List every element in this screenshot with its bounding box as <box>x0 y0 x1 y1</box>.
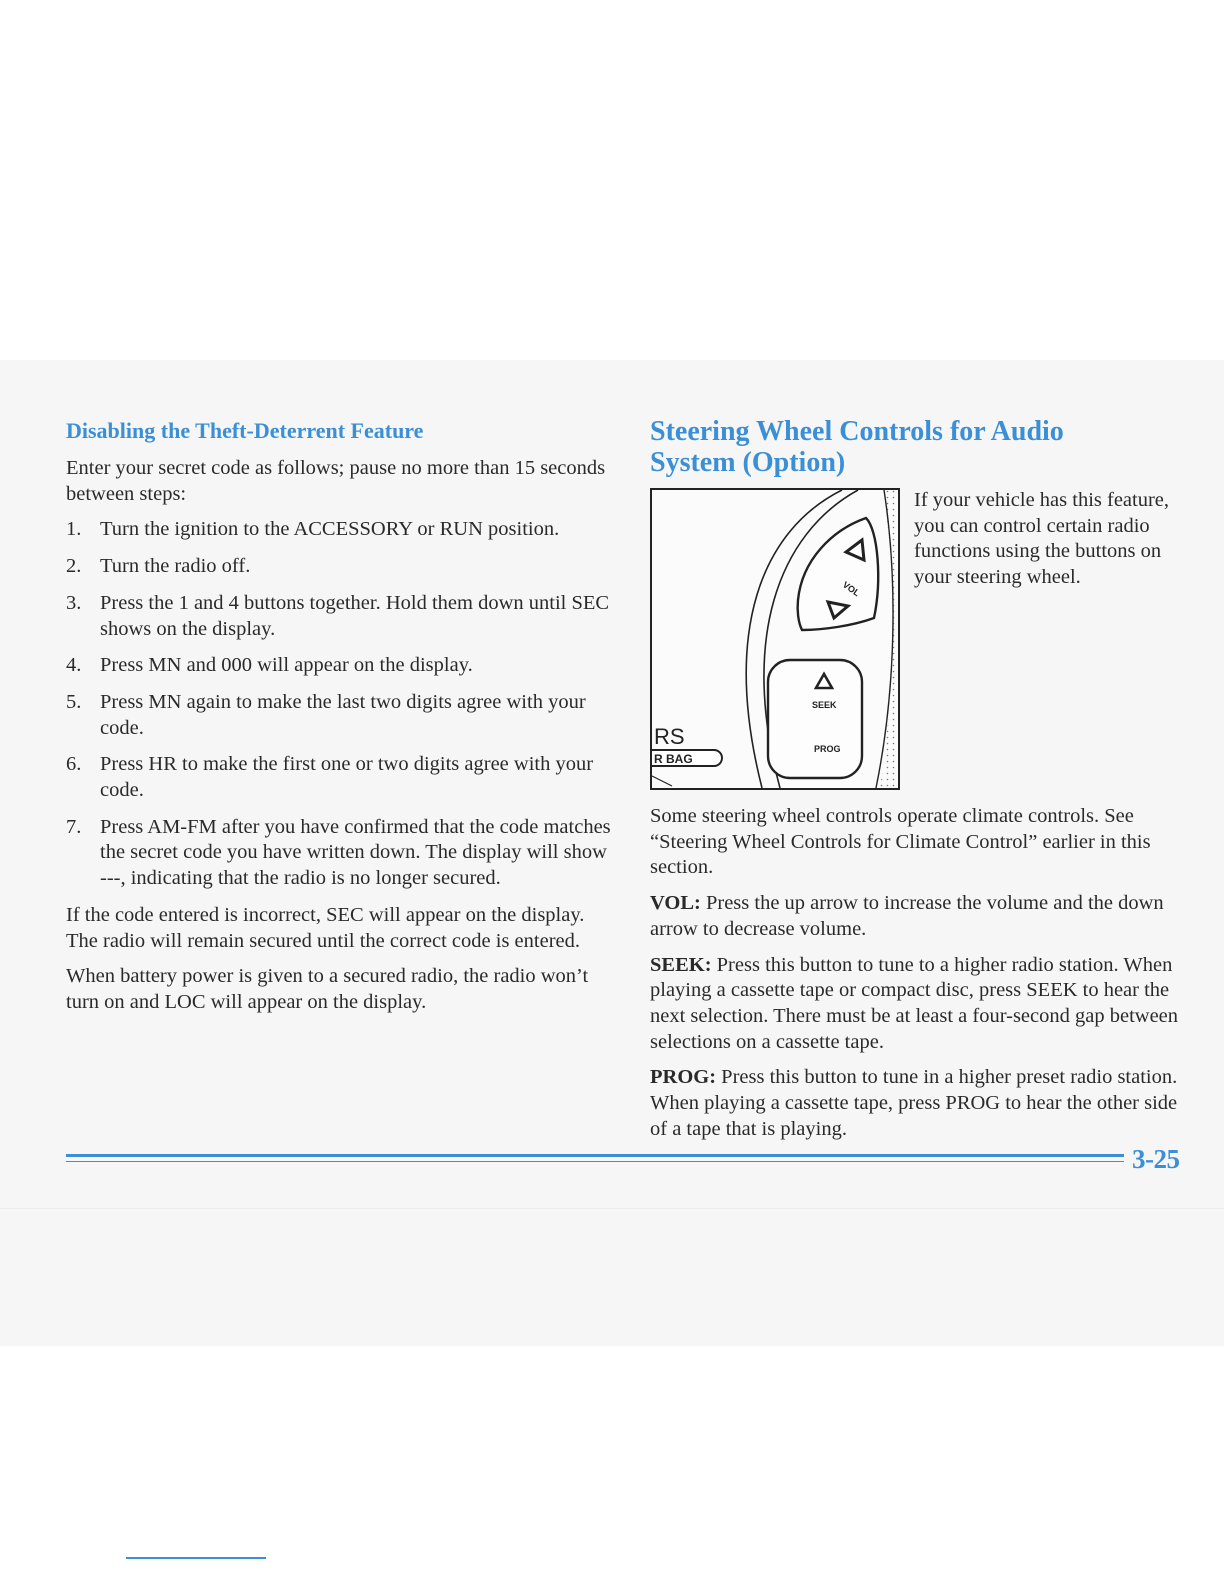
step-text: Press MN and 000 will appear on the display. <box>100 654 473 677</box>
battery-paragraph: When battery power is given to a secured radio, the radio won’t turn on and LOC will appear on the display. <box>66 965 589 1013</box>
step-number: 6. <box>66 753 82 776</box>
list-item <box>66 690 611 741</box>
definition-seek <box>650 953 1190 1056</box>
steps-list <box>66 517 611 891</box>
list-item <box>66 752 611 803</box>
srs-airbag-emblem <box>652 724 722 786</box>
feature-description: If your vehicle has this feature, you can control certain radio functions using the buttons on your steering wheel. <box>914 489 1170 589</box>
definition-text: Press the up arrow to increase the volume and the down arrow to decrease volume. <box>650 892 1164 940</box>
list-item <box>66 591 611 642</box>
climate-note-paragraph: Some steering wheel controls operate climate controls. See “Steering Wheel Controls for Climate Control” earlier in this section. <box>650 805 1151 879</box>
section-heading-theft-deterrent: Disabling the Theft-Deterrent Feature <box>66 418 424 443</box>
intro-paragraph: Enter your secret code as follows; pause no more than 15 seconds between steps: <box>66 457 606 505</box>
srs-label: RS <box>654 724 685 749</box>
prog-label: PROG <box>814 744 841 754</box>
definition-prog <box>650 1065 1190 1142</box>
definition-text: Press this button to tune to a higher radio station. When playing a cassette tape or compact disc, press SEEK to hear the next selection. There must be at least a four-second gap between selections on a cassette tape. <box>650 953 1179 1053</box>
airbag-label: R BAG <box>654 752 693 766</box>
list-item <box>66 554 611 580</box>
definition-term: SEEK: <box>650 953 712 976</box>
left-column <box>66 416 611 1026</box>
step-text: Press HR to make the first one or two digits agree with your code. <box>100 753 594 802</box>
list-item <box>66 815 611 892</box>
incorrect-code-paragraph: If the code entered is incorrect, SEC will appear on the display. The radio will remain secured until the correct code is entered. <box>66 903 585 952</box>
page-number: 3-25 <box>1132 1144 1180 1174</box>
figure-row <box>650 488 1190 804</box>
definition-term: PROG: <box>650 1066 717 1089</box>
step-text: Press the 1 and 4 buttons together. Hold them down until SEC shows on the display. <box>100 591 610 640</box>
footer-rule-thick <box>66 1154 1124 1157</box>
step-number: 3. <box>66 591 82 614</box>
step-text: Turn the radio off. <box>100 555 251 578</box>
definition-term: VOL: <box>650 892 701 915</box>
section-heading-steering-wheel: Steering Wheel Controls for Audio System (Option) <box>650 416 1064 478</box>
vol-button-graphic <box>798 518 879 630</box>
divider <box>0 1208 1224 1209</box>
step-number: 7. <box>66 815 82 838</box>
definition-vol <box>650 891 1190 942</box>
bottom-divider <box>126 1557 266 1559</box>
step-number: 2. <box>66 555 82 578</box>
step-text: Press MN again to make the last two digits agree with your code. <box>100 690 586 739</box>
seek-label: SEEK <box>812 700 837 710</box>
step-number: 5. <box>66 690 82 713</box>
seek-prog-button-graphic <box>768 660 862 778</box>
step-number: 1. <box>66 518 82 541</box>
list-item <box>66 653 611 679</box>
step-text: Press AM-FM after you have confirmed that the code matches the secret code you have written down. The display will show ---, indicating that the radio is no longer secured. <box>100 815 611 890</box>
list-item <box>66 517 611 543</box>
right-column <box>650 416 1190 1152</box>
steering-wheel-illustration <box>650 488 900 790</box>
vol-label: VOL <box>840 579 862 599</box>
footer-rule-thin <box>66 1161 1124 1162</box>
step-text: Turn the ignition to the ACCESSORY or RUN position. <box>100 518 560 541</box>
definition-text: Press this button to tune in a higher preset radio station. When playing a cassette tape, press PROG to hear the other side of a tape that is playing. <box>650 1066 1178 1140</box>
step-number: 4. <box>66 654 82 677</box>
